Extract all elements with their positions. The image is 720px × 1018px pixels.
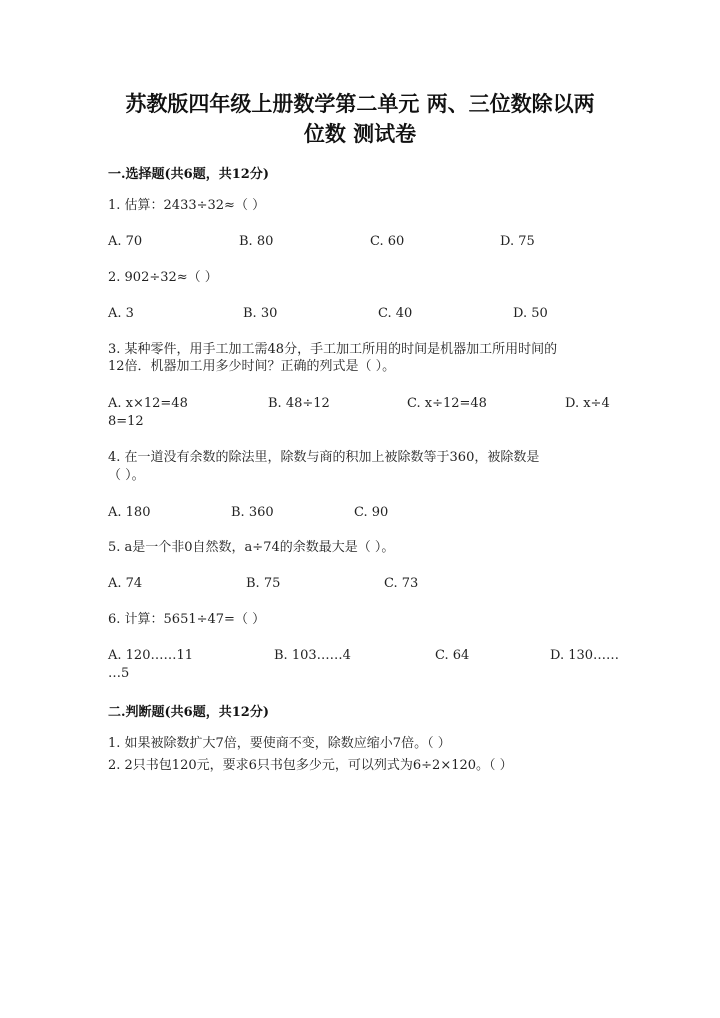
q6-option-c: C. 64 (435, 648, 470, 663)
q1-option-d: D. 75 (500, 234, 535, 249)
q3-option-b: B. 48÷12 (268, 396, 330, 411)
q3-option-a: A. x×12=48 (108, 396, 188, 411)
question-1-stem: 1. 估算：2433÷32≈（ ） (108, 198, 266, 213)
question-4-stem-line-1: 4. 在一道没有余数的除法里，除数与商的积加上被除数等于360，被除数是 (108, 450, 540, 465)
q2-option-b: B. 30 (243, 306, 278, 321)
q6-option-a: A. 120……11 (108, 648, 194, 663)
q4-option-b: B. 360 (231, 505, 274, 520)
q5-option-b: B. 75 (246, 576, 281, 591)
q3-option-c: C. x÷12=48 (407, 396, 487, 411)
q3-option-d-wrap: 8=12 (108, 414, 144, 429)
q5-option-a: A. 74 (108, 576, 143, 591)
question-2-stem: 2. 902÷32≈（ ） (108, 270, 218, 285)
section-heading-judge: 二.判断题(共6题，共12分) (108, 705, 269, 720)
q6-option-b: B. 103……4 (274, 648, 351, 663)
q6-option-d-wrap: …5 (108, 666, 130, 681)
q2-option-c: C. 40 (378, 306, 413, 321)
title-line-2: 位数 测试卷 (303, 121, 417, 146)
question-3-stem-line-1: 3. 某种零件，用手工加工需48分，手工加工所用的时间是机器加工所用时间的 (108, 342, 558, 357)
q4-option-c: C. 90 (354, 505, 389, 520)
q1-option-a: A. 70 (108, 234, 143, 249)
q3-option-d: D. x÷4 (565, 396, 610, 411)
q2-option-d: D. 50 (513, 306, 548, 321)
question-6-stem: 6. 计算：5651÷47=（ ） (108, 612, 266, 627)
q5-option-c: C. 73 (384, 576, 419, 591)
q4-option-a: A. 180 (108, 505, 151, 520)
title-line-1: 苏教版四年级上册数学第二单元 两、三位数除以两 (125, 91, 595, 116)
question-3-stem-line-2: 12倍．机器加工用多少时间？正确的列式是（ ）。 (108, 359, 396, 374)
q1-option-c: C. 60 (370, 234, 405, 249)
judge-question-2: 2. 2只书包120元，要求6只书包多少元，可以列式为6÷2×120。（ ） (108, 758, 513, 773)
question-4-stem-line-2: （ ）。 (108, 468, 145, 483)
question-5-stem: 5. a是一个非0自然数，a÷74的余数最大是（ ）。 (108, 540, 395, 555)
q2-option-a: A. 3 (108, 306, 134, 321)
q6-option-d: D. 130…… (550, 648, 620, 663)
judge-question-1: 1. 如果被除数扩大7倍，要使商不变，除数应缩小7倍。（ ） (108, 736, 451, 751)
q1-option-b: B. 80 (239, 234, 274, 249)
section-heading-choice: 一.选择题(共6题，共12分) (108, 167, 269, 182)
